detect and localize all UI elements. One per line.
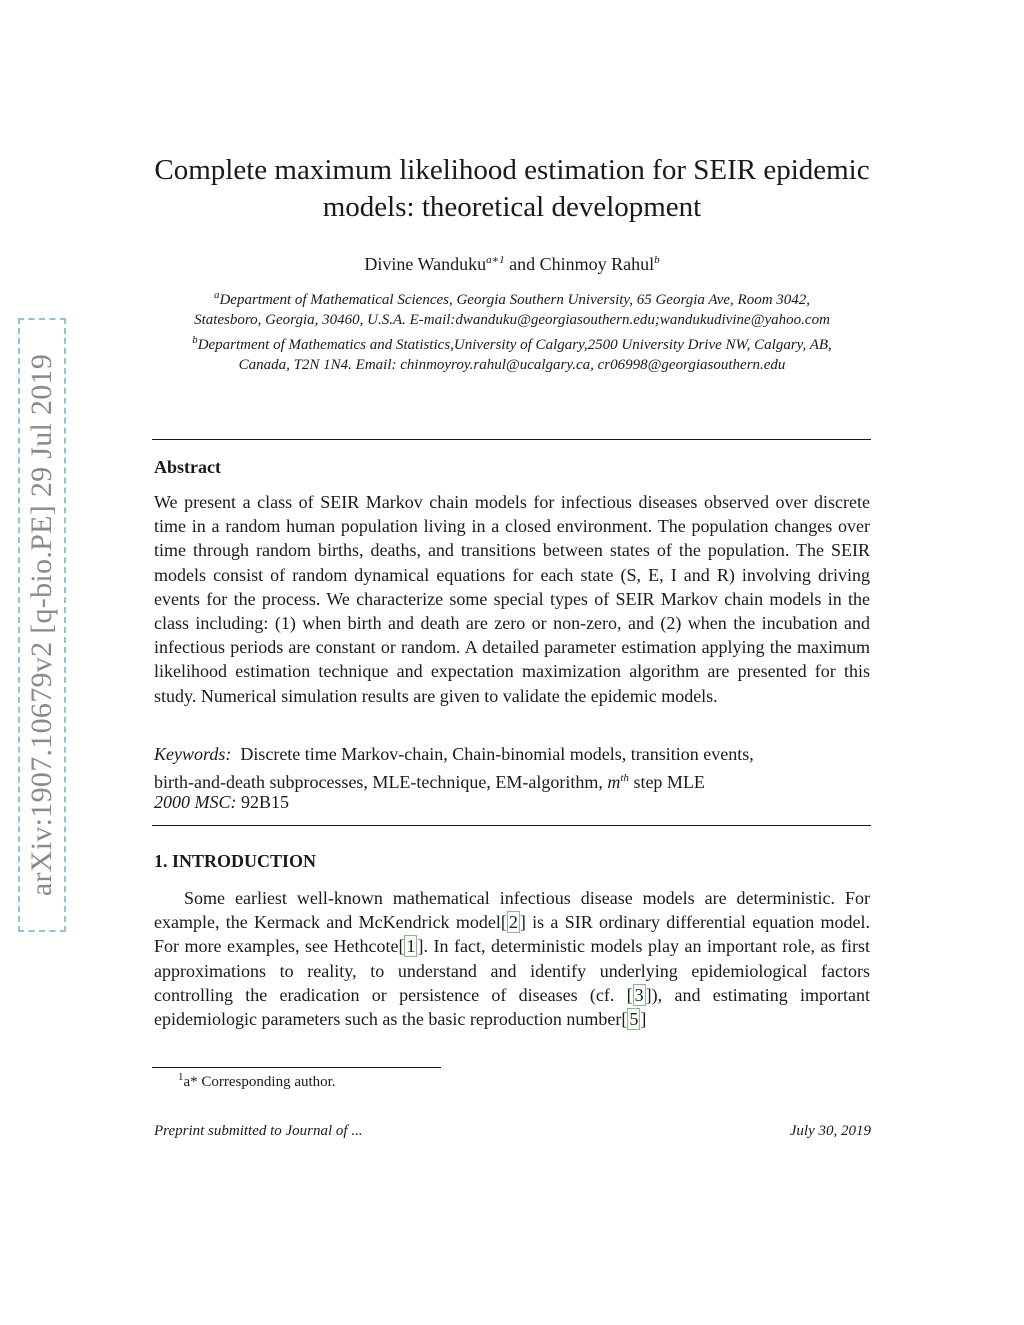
keywords-text-2: birth-and-death subprocesses, MLE-technique, EM-algorithm, — [154, 772, 608, 792]
affiliation-a-line-2: Statesboro, Georgia, 30460, U.S.A. E-mail:dwanduku@georgiasouthern.edu;wandukudivine@yahoo.com — [194, 312, 830, 328]
introduction-body — [154, 886, 870, 1031]
footnote — [178, 1071, 336, 1091]
affiliation-b-text: Department of Mathematics and Statistics,University of Calgary,2500 University Drive NW, Calgary, AB, — [197, 337, 832, 353]
footer-date: July 30, 2019 — [789, 1123, 871, 1139]
footnote-mark: 1 — [178, 1071, 184, 1083]
affiliation-a-line-1 — [140, 285, 884, 310]
author-1-mark: a∗1 — [486, 254, 505, 266]
introduction-heading: 1. INTRODUCTION — [154, 851, 317, 871]
affiliation-a-text: Department of Mathematical Sciences, Georgia Southern University, 65 Georgia Ave, Room 3042, — [219, 292, 811, 308]
keywords-math-th: th — [620, 772, 629, 784]
bottom-rule — [152, 825, 871, 826]
msc-value: 92B15 — [236, 792, 290, 812]
author-conjunction: and — [504, 254, 540, 274]
intro-text-4: ]), and estimating important epidemiologic parameters such as the basic reproduction number[ — [154, 984, 870, 1030]
affiliation-b-line-2: Canada, T2N 1N4. Email: chinmoyroy.rahul@ucalgary.ca, cr06998@georgiasouthern.edu — [238, 357, 786, 373]
intro-text-5: ] — [640, 1009, 647, 1030]
intro-text-2: ] is a SIR ordinary differential equation model. For more examples, see Hethcote[ — [154, 912, 870, 957]
title-line-2: models: theoretical development — [322, 191, 702, 223]
keywords-text-1: Discrete time Markov-chain, Chain-binomial models, transition events, — [240, 744, 754, 764]
paper-title — [152, 152, 872, 226]
author-line — [152, 253, 872, 275]
msc-label: 2000 MSC: — [154, 792, 237, 812]
citation-link-3[interactable]: 3 — [634, 984, 644, 1005]
keywords-math-m: m — [607, 772, 621, 792]
keywords-label: Keywords: — [154, 744, 232, 764]
affiliation-b-line-1 — [140, 330, 884, 355]
intro-text-1: Some earliest well-known mathematical infectious disease models are deterministic. For example, the Kermack and McKendrick model[ — [154, 888, 870, 933]
affiliation-a-mark: a — [213, 289, 220, 301]
abstract-body: We present a class of SEIR Markov chain models for infectious diseases observed over discrete time in a random human population living in a closed environment. The population changes over time through random births, deaths, and transitions between states of the population. The SEIR models consist of random dynamical equations for each state (S, E, I and R) involving driving events for the process. We characterize some special types of SEIR Markov chain models in the class including: (1) when birth and death are zero or non-zero, and (2) when the incubation and infectious periods are constant or random. A detailed parameter estimation applying the maximum likelihood estimation technique and expectation maximization algorithm are presented for this study. Numerical simulation results are given to validate the epidemic models. — [154, 492, 870, 706]
citation-link-2[interactable]: 2 — [508, 912, 518, 933]
msc-line — [154, 790, 289, 814]
author-2-mark: b — [654, 254, 660, 266]
footer-preprint: Preprint submitted to Journal of ... — [154, 1123, 363, 1139]
arxiv-side-stamp — [18, 318, 66, 932]
title-line-1: Complete maximum likelihood estimation for SEIR epidemic — [154, 154, 870, 186]
abstract-heading: Abstract — [154, 457, 221, 477]
arxiv-identifier: arXiv:1907.10679v2 [q-bio.PE] 29 Jul 2019 — [25, 353, 59, 897]
affiliations — [140, 285, 884, 375]
keywords-line-1 — [154, 742, 870, 766]
citation-link-1[interactable]: 1 — [406, 936, 416, 957]
keywords-text-3: step MLE — [628, 772, 705, 792]
footnote-rule — [152, 1067, 441, 1068]
affiliation-b-mark: b — [192, 334, 198, 346]
intro-text-3: ]. In fact, deterministic models play an important role, as first approximations to reality, to understand and identify underlying epidemiological factors controlling the eradication or persistence of diseases (cf. [ — [154, 936, 870, 1005]
top-rule — [152, 439, 871, 440]
author-1: Divine Wanduku — [364, 254, 487, 274]
author-2: Chinmoy Rahul — [539, 254, 655, 274]
footnote-text: a* Corresponding author. — [183, 1074, 336, 1090]
citation-link-5[interactable]: 5 — [629, 1009, 639, 1030]
